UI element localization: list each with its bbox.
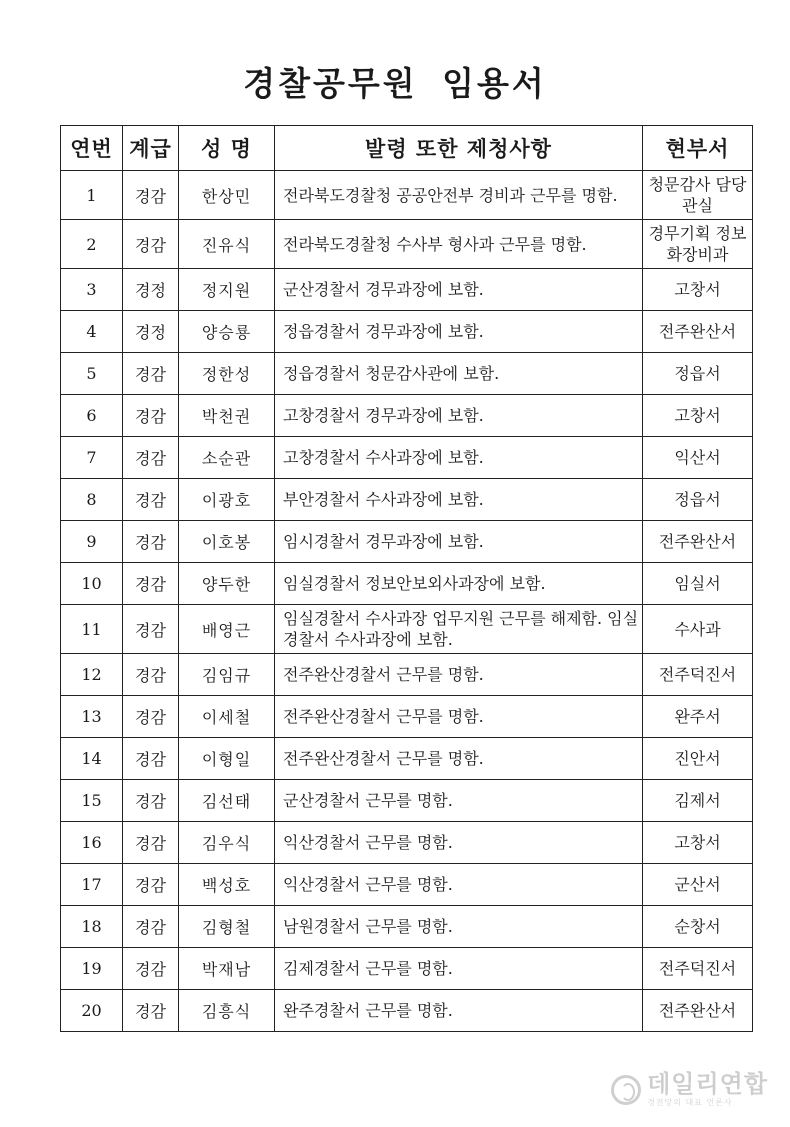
row-order: 정읍경찰서 경무과장에 보함. — [275, 311, 643, 353]
row-order: 김제경찰서 근무를 명함. — [275, 948, 643, 990]
document-title: 경찰공무원 임용서 — [243, 64, 547, 103]
row-name: 양두한 — [179, 563, 275, 605]
row-rank: 경감 — [123, 948, 179, 990]
row-name: 이광호 — [179, 479, 275, 521]
row-rank: 경감 — [123, 906, 179, 948]
row-department: 고창서 — [643, 395, 753, 437]
table-row — [61, 780, 753, 822]
row-order: 임실경찰서 수사과장 업무지원 근무를 해제함. 임실경찰서 수사과장에 보함. — [275, 605, 643, 654]
row-name: 이형일 — [179, 738, 275, 780]
row-name: 박천권 — [179, 395, 275, 437]
row-name: 한상민 — [179, 171, 275, 220]
row-number: 1 — [61, 171, 123, 220]
row-name: 김형철 — [179, 906, 275, 948]
row-rank: 경감 — [123, 479, 179, 521]
row-rank: 경감 — [123, 780, 179, 822]
row-rank: 경감 — [123, 395, 179, 437]
row-department: 익산서 — [643, 437, 753, 479]
newspaper-logo-icon — [611, 1075, 641, 1105]
row-rank: 경감 — [123, 605, 179, 654]
row-number: 12 — [61, 654, 123, 696]
row-number: 3 — [61, 269, 123, 311]
row-department: 임실서 — [643, 563, 753, 605]
row-rank: 경감 — [123, 990, 179, 1032]
row-name: 소순관 — [179, 437, 275, 479]
table-row — [61, 990, 753, 1032]
row-name: 정지원 — [179, 269, 275, 311]
table-row — [61, 563, 753, 605]
row-order: 고창경찰서 경무과장에 보함. — [275, 395, 643, 437]
header-number: 연번 — [61, 126, 123, 171]
row-department: 청문감사 담당관실 — [643, 171, 753, 220]
row-number: 19 — [61, 948, 123, 990]
row-rank: 경감 — [123, 864, 179, 906]
row-department: 순창서 — [643, 906, 753, 948]
row-department: 정읍서 — [643, 353, 753, 395]
row-department: 전주덕진서 — [643, 948, 753, 990]
row-number: 8 — [61, 479, 123, 521]
table-row — [61, 948, 753, 990]
row-department: 김제서 — [643, 780, 753, 822]
table-row — [61, 171, 753, 220]
table-row — [61, 696, 753, 738]
row-rank: 경감 — [123, 738, 179, 780]
row-rank: 경감 — [123, 521, 179, 563]
row-name: 이호봉 — [179, 521, 275, 563]
table-row — [61, 311, 753, 353]
row-rank: 경감 — [123, 437, 179, 479]
row-department: 경무기획 정보화장비과 — [643, 220, 753, 269]
row-number: 13 — [61, 696, 123, 738]
row-name: 백성호 — [179, 864, 275, 906]
row-order: 익산경찰서 근무를 명함. — [275, 822, 643, 864]
row-order: 고창경찰서 수사과장에 보함. — [275, 437, 643, 479]
row-rank: 경감 — [123, 353, 179, 395]
row-number: 20 — [61, 990, 123, 1032]
row-name: 양승룡 — [179, 311, 275, 353]
row-name: 배영근 — [179, 605, 275, 654]
table-row — [61, 479, 753, 521]
row-order: 남원경찰서 근무를 명함. — [275, 906, 643, 948]
row-rank: 경감 — [123, 171, 179, 220]
row-name: 이세철 — [179, 696, 275, 738]
row-department: 정읍서 — [643, 479, 753, 521]
row-number: 7 — [61, 437, 123, 479]
row-number: 16 — [61, 822, 123, 864]
row-department: 고창서 — [643, 269, 753, 311]
row-rank: 경감 — [123, 822, 179, 864]
row-name: 정한성 — [179, 353, 275, 395]
row-order: 임실경찰서 정보안보외사과장에 보함. — [275, 563, 643, 605]
row-number: 4 — [61, 311, 123, 353]
row-rank: 경감 — [123, 654, 179, 696]
row-number: 6 — [61, 395, 123, 437]
row-number: 15 — [61, 780, 123, 822]
row-order: 완주경찰서 근무를 명함. — [275, 990, 643, 1032]
row-rank: 경감 — [123, 563, 179, 605]
row-order: 전라북도경찰청 수사부 형사과 근무를 명함. — [275, 220, 643, 269]
row-order: 전주완산경찰서 근무를 명함. — [275, 738, 643, 780]
header-name: 성 명 — [179, 126, 275, 171]
row-order: 전주완산경찰서 근무를 명함. — [275, 654, 643, 696]
header-department: 현부서 — [643, 126, 753, 171]
row-number: 14 — [61, 738, 123, 780]
row-rank: 경감 — [123, 696, 179, 738]
row-department: 진안서 — [643, 738, 753, 780]
table-header-row — [61, 126, 753, 171]
row-number: 18 — [61, 906, 123, 948]
row-order: 임시경찰서 경무과장에 보함. — [275, 521, 643, 563]
table-row — [61, 822, 753, 864]
row-name: 김우식 — [179, 822, 275, 864]
row-number: 5 — [61, 353, 123, 395]
table-row — [61, 521, 753, 563]
row-number: 9 — [61, 521, 123, 563]
row-department: 전주완산서 — [643, 990, 753, 1032]
table-row — [61, 654, 753, 696]
header-rank: 계급 — [123, 126, 179, 171]
row-number: 10 — [61, 563, 123, 605]
row-name: 김흥식 — [179, 990, 275, 1032]
table-body — [61, 171, 753, 1032]
table-row — [61, 738, 753, 780]
row-name: 김선태 — [179, 780, 275, 822]
table-row — [61, 437, 753, 479]
row-order: 전라북도경찰청 공공안전부 경비과 근무를 명함. — [275, 171, 643, 220]
row-order: 군산경찰서 경무과장에 보함. — [275, 269, 643, 311]
row-department: 군산서 — [643, 864, 753, 906]
row-order: 전주완산경찰서 근무를 명함. — [275, 696, 643, 738]
row-department: 수사과 — [643, 605, 753, 654]
row-name: 박재남 — [179, 948, 275, 990]
row-department: 고창서 — [643, 822, 753, 864]
row-number: 17 — [61, 864, 123, 906]
table-row — [61, 395, 753, 437]
watermark-subtitle: 경전망의 대표 언론사 — [647, 1098, 733, 1107]
row-department: 전주완산서 — [643, 521, 753, 563]
table-row — [61, 220, 753, 269]
table-row — [61, 353, 753, 395]
row-name: 김임규 — [179, 654, 275, 696]
row-rank: 경정 — [123, 269, 179, 311]
table-row — [61, 864, 753, 906]
table-row — [61, 906, 753, 948]
row-department: 완주서 — [643, 696, 753, 738]
appointment-table — [60, 125, 753, 1032]
row-order: 군산경찰서 근무를 명함. — [275, 780, 643, 822]
row-rank: 경감 — [123, 220, 179, 269]
table-row — [61, 605, 753, 654]
row-order: 익산경찰서 근무를 명함. — [275, 864, 643, 906]
row-rank: 경정 — [123, 311, 179, 353]
row-number: 11 — [61, 605, 123, 654]
header-order: 발령 또한 제청사항 — [275, 126, 643, 171]
row-number: 2 — [61, 220, 123, 269]
row-department: 전주덕진서 — [643, 654, 753, 696]
row-order: 정읍경찰서 청문감사관에 보함. — [275, 353, 643, 395]
row-name: 진유식 — [179, 220, 275, 269]
table-row — [61, 269, 753, 311]
row-order: 부안경찰서 수사과장에 보함. — [275, 479, 643, 521]
row-department: 전주완산서 — [643, 311, 753, 353]
watermark — [611, 1072, 768, 1107]
watermark-name: 데일리연합 — [647, 1070, 768, 1098]
